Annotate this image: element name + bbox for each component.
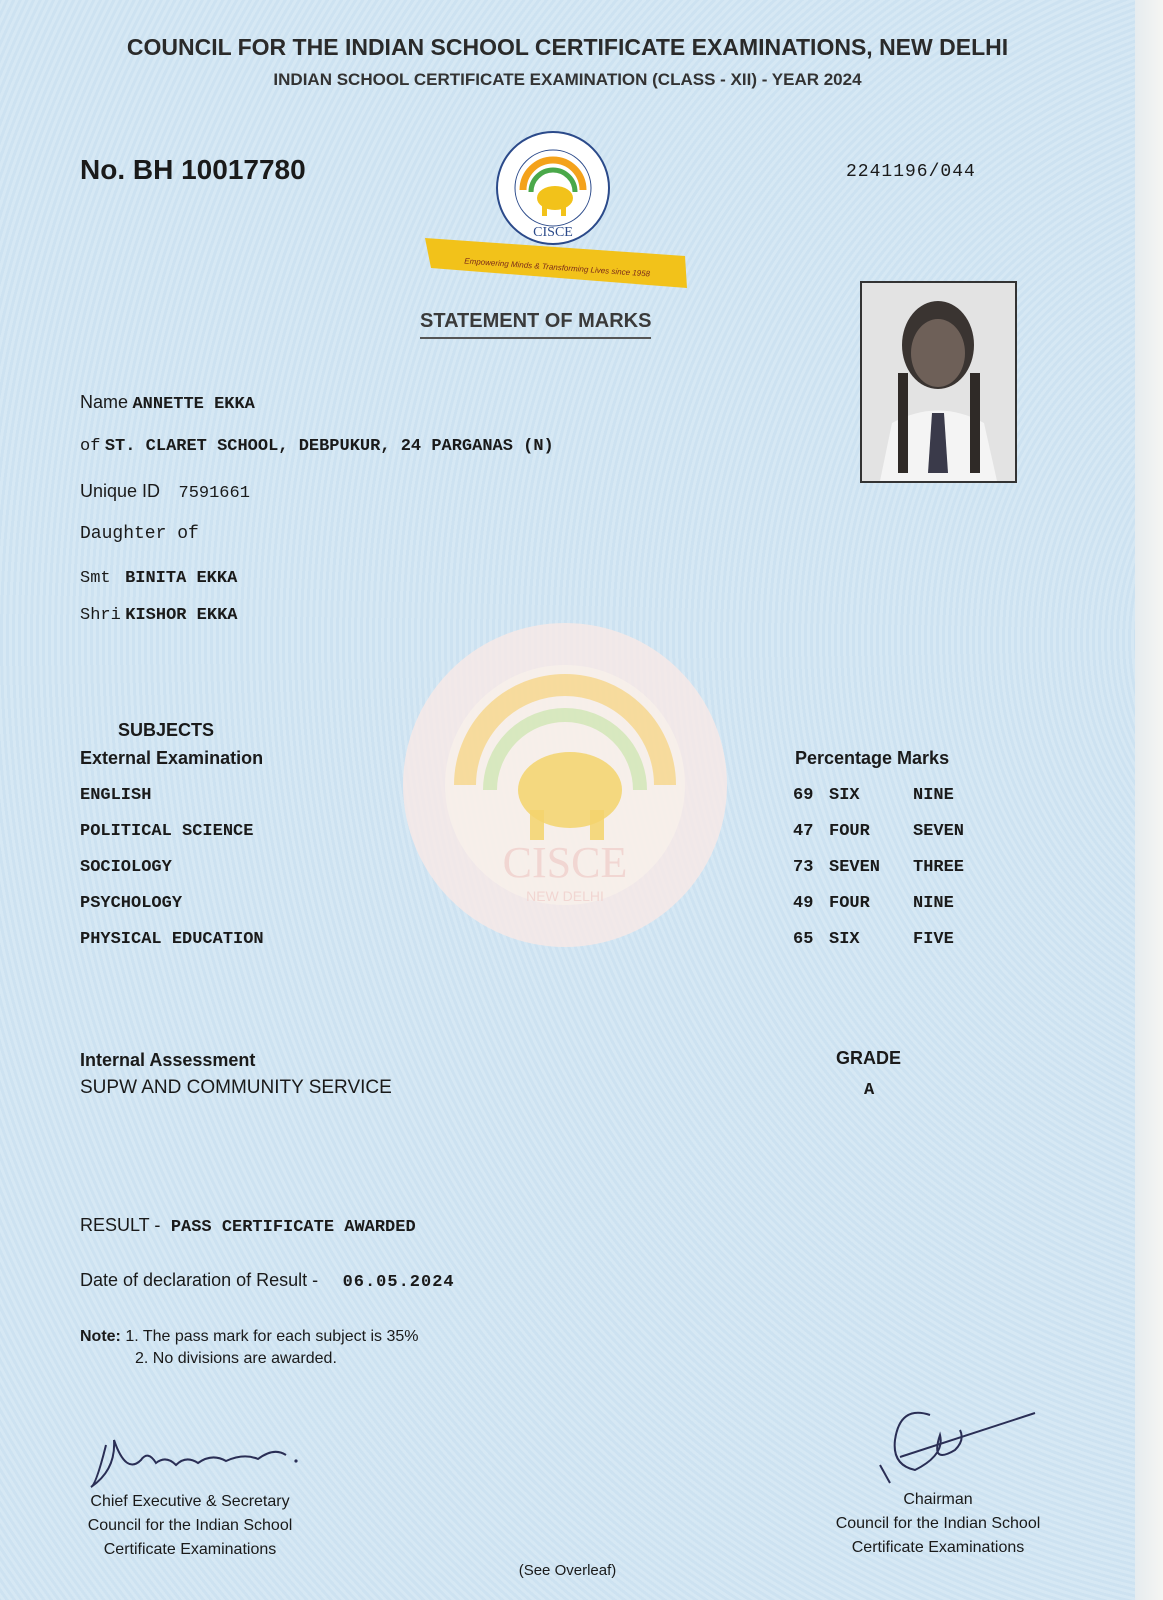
subject-marks-row: [793, 858, 964, 877]
secretary-line-2: Council for the Indian School: [87, 1517, 293, 1534]
paper-edge: [1135, 0, 1163, 1600]
result-value: PASS CERTIFICATE AWARDED: [170, 1218, 416, 1237]
unique-id: 7591661: [178, 484, 250, 503]
marks-word-1: FOUR: [829, 894, 870, 913]
relation-label: Daughter of: [80, 524, 199, 544]
marks-word-2: FIVE: [913, 930, 954, 949]
subject-name: PSYCHOLOGY: [80, 894, 183, 913]
school-line: [80, 437, 554, 456]
subject-marks-row: [793, 786, 954, 805]
uid-line: [80, 481, 250, 503]
marks-word-2: THREE: [913, 858, 965, 877]
marks-word-1: SIX: [829, 786, 860, 805]
note-block: [80, 1328, 419, 1346]
marks-word-1: FOUR: [829, 822, 870, 841]
chairman-line-3: Certificate Examinations: [851, 1539, 1025, 1556]
student-name: ANNETTE EKKA: [132, 395, 255, 414]
uid-label: Unique ID: [80, 481, 161, 501]
external-heading: External Examination: [80, 748, 264, 768]
secretary-line-1: Chief Executive & Secretary: [90, 1493, 290, 1510]
svg-text:CISCE: CISCE: [502, 838, 628, 887]
marks-word-2: SEVEN: [913, 822, 965, 841]
logo-name: CISCE: [533, 225, 573, 240]
subject-name: ENGLISH: [80, 786, 152, 805]
cisce-watermark: [395, 615, 735, 955]
exam-title: INDIAN SCHOOL CERTIFICATE EXAMINATION (CLASS - XII) - YEAR 2024: [273, 70, 862, 89]
subject-marks-row: [793, 822, 964, 841]
school-label: of: [80, 437, 101, 456]
result-line: [80, 1215, 416, 1237]
secretary-line-3: Certificate Examinations: [103, 1541, 277, 1558]
subject-marks-row: [793, 894, 954, 913]
subject-marks-row: [793, 930, 954, 949]
internal-heading: Internal Assessment: [80, 1050, 256, 1070]
mother-prefix: Smt: [80, 569, 111, 588]
logo-ribbon-text: Empowering Minds & Transforming Lives since 1958: [464, 256, 651, 279]
father-prefix: Shri: [80, 606, 121, 625]
note-2: 2. No divisions are awarded.: [135, 1350, 337, 1367]
grade-heading: GRADE: [836, 1048, 902, 1068]
father-name: KISHOR EKKA: [125, 606, 238, 625]
marks-heading: Percentage Marks: [795, 748, 950, 768]
chairman-line-2: Council for the Indian School: [835, 1515, 1041, 1532]
subject-name: POLITICAL SCIENCE: [80, 822, 254, 841]
portrait-image: [862, 283, 1015, 481]
cisce-logo: [425, 128, 690, 298]
grade-value: A: [864, 1081, 875, 1100]
see-overleaf: (See Overleaf): [518, 1562, 617, 1579]
marks-word-2: NINE: [913, 894, 954, 913]
marks-number: 73: [793, 858, 814, 877]
internal-subject: SUPW AND COMMUNITY SERVICE: [80, 1077, 392, 1098]
certificate-number: No. BH 10017780: [80, 154, 306, 185]
school-name: ST. CLARET SCHOOL, DEBPUKUR, 24 PARGANAS (N): [104, 437, 554, 456]
reference-number: 2241196/044: [846, 162, 976, 182]
marks-number: 47: [793, 822, 814, 841]
mother-line: [80, 569, 237, 588]
marks-number: 49: [793, 894, 814, 913]
father-line: [80, 606, 237, 625]
chairman-signature: [870, 1395, 1040, 1490]
chairman-line-1: Chairman: [903, 1491, 973, 1508]
marks-word-1: SIX: [829, 930, 860, 949]
council-title: COUNCIL FOR THE INDIAN SCHOOL CERTIFICATE EXAMINATIONS, NEW DELHI: [126, 34, 1009, 60]
declaration-line: [80, 1270, 455, 1292]
mother-name: BINITA EKKA: [125, 569, 238, 588]
secretary-title: [60, 1490, 320, 1562]
svg-text:NEW DELHI: NEW DELHI: [526, 888, 604, 904]
statement-title: STATEMENT OF MARKS: [420, 310, 651, 339]
note-label: Note:: [80, 1328, 121, 1345]
declaration-label: Date of declaration of Result -: [80, 1270, 319, 1290]
marks-number: 69: [793, 786, 814, 805]
subject-name: PHYSICAL EDUCATION: [80, 930, 264, 949]
note-1: 1. The pass mark for each subject is 35%: [125, 1328, 419, 1345]
secretary-signature: [86, 1425, 316, 1495]
marks-word-1: SEVEN: [829, 858, 881, 877]
marks-word-2: NINE: [913, 786, 954, 805]
subject-name: SOCIOLOGY: [80, 858, 172, 877]
marks-number: 65: [793, 930, 814, 949]
chairman-title: [808, 1488, 1068, 1560]
result-label: RESULT -: [80, 1215, 161, 1235]
student-photo: [860, 281, 1017, 483]
subjects-heading: SUBJECTS: [118, 720, 215, 740]
name-line: [80, 392, 255, 414]
name-label: Name: [80, 392, 129, 412]
declaration-date: 06.05.2024: [342, 1273, 455, 1292]
